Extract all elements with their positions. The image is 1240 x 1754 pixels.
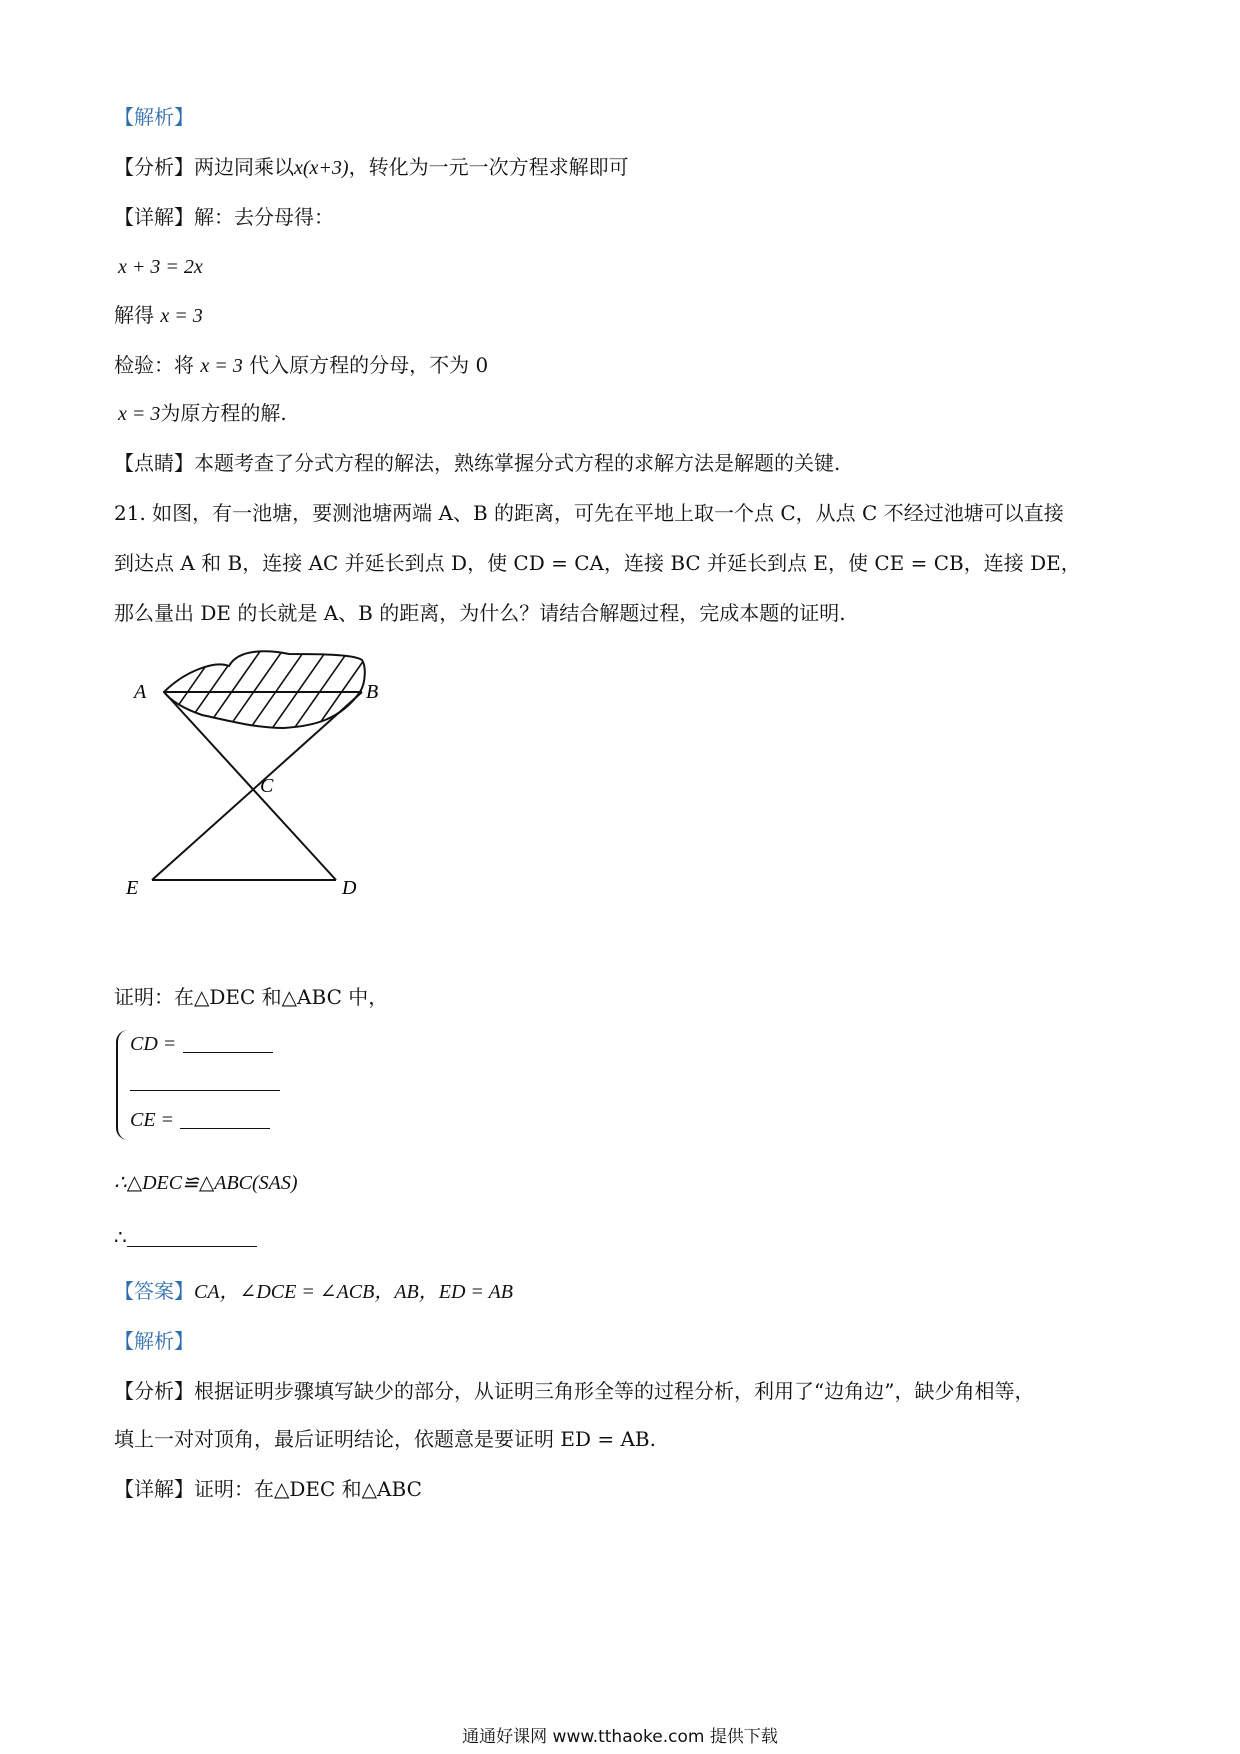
label-d: D [342,877,357,899]
fenxi-line-2a: 【分析】根据证明步骤填写缺少的部分，从证明三角形全等的过程分析，利用了“边角边”，缺少角相等， [114,1379,1035,1403]
blank-3 [180,1106,270,1129]
question-21-line-2: 到达点 A 和 B，连接 AC 并延长到点 D，使 CD = CA，连接 BC 并延长到点 E，使 CE = CB，连接 DE， [114,551,1081,575]
equation-1: x + 3 = 2x [118,256,203,278]
label-c: C [260,775,274,797]
proof-intro: 证明：在△DEC 和△ABC 中， [114,985,389,1009]
check-line: 检验：将 x = 3 代入原方程的分母，不为 0 [114,353,489,377]
pond-figure [114,640,414,910]
answer-line: 【答案】CA，∠DCE = ∠ACB，AB，ED = AB [114,1279,514,1303]
dianjing-line: 【点睛】本题考查了分式方程的解法，熟练掌握分式方程的求解方法是解题的关键. [114,451,841,475]
label-a: A [134,681,147,703]
therefore-blank-line: ∴ [114,1222,257,1252]
jiexi-label-2: 【解析】 [114,1329,194,1353]
fenxi-label: 【分析】 [114,155,194,179]
page-footer: 通通好课网 www.tthaoke.com 提供下载 [462,1727,778,1747]
therefore-congruent: ∴△DEC≌△ABC(SAS) [114,1172,298,1194]
label-e: E [126,877,139,899]
proof-row-2 [130,1066,280,1096]
segment-be [152,692,362,880]
blank-4 [127,1224,257,1247]
pond-hatching [154,640,400,740]
proof-row-1: CD = [130,1028,273,1059]
blank-1 [183,1030,273,1053]
fenxi-line-1: 【分析】两边同乘以x(x+3)，转化为一元一次方程求解即可 [114,155,629,179]
question-21-line-1: 21. 如图，有一池塘，要测池塘两端 A、B 的距离，可先在平地上取一个点 C，从点 C 不经过池塘可以直接 [114,501,1064,525]
xiangjie-line-1: 【详解】解：去分母得： [114,205,334,229]
question-21-line-3: 那么量出 DE 的长就是 A、B 的距离，为什么？请结合解题过程，完成本题的证明. [114,601,846,625]
segment-ad [164,692,336,880]
answer-label: 【答案】 [114,1279,194,1303]
proof-row-3: CE = [130,1104,270,1135]
jiexi-label-1: 【解析】 [114,105,194,129]
xiangjie-line-2: 【详解】证明：在△DEC 和△ABC [114,1477,422,1501]
fenxi-line-2b: 填上一对对顶角，最后证明结论，依题意是要证明 ED = AB. [114,1427,656,1451]
label-b: B [366,681,379,703]
solve-line: 解得 x = 3 [114,303,203,327]
blank-2 [130,1068,280,1091]
conclusion-line: x = 3为原方程的解. [118,401,287,425]
